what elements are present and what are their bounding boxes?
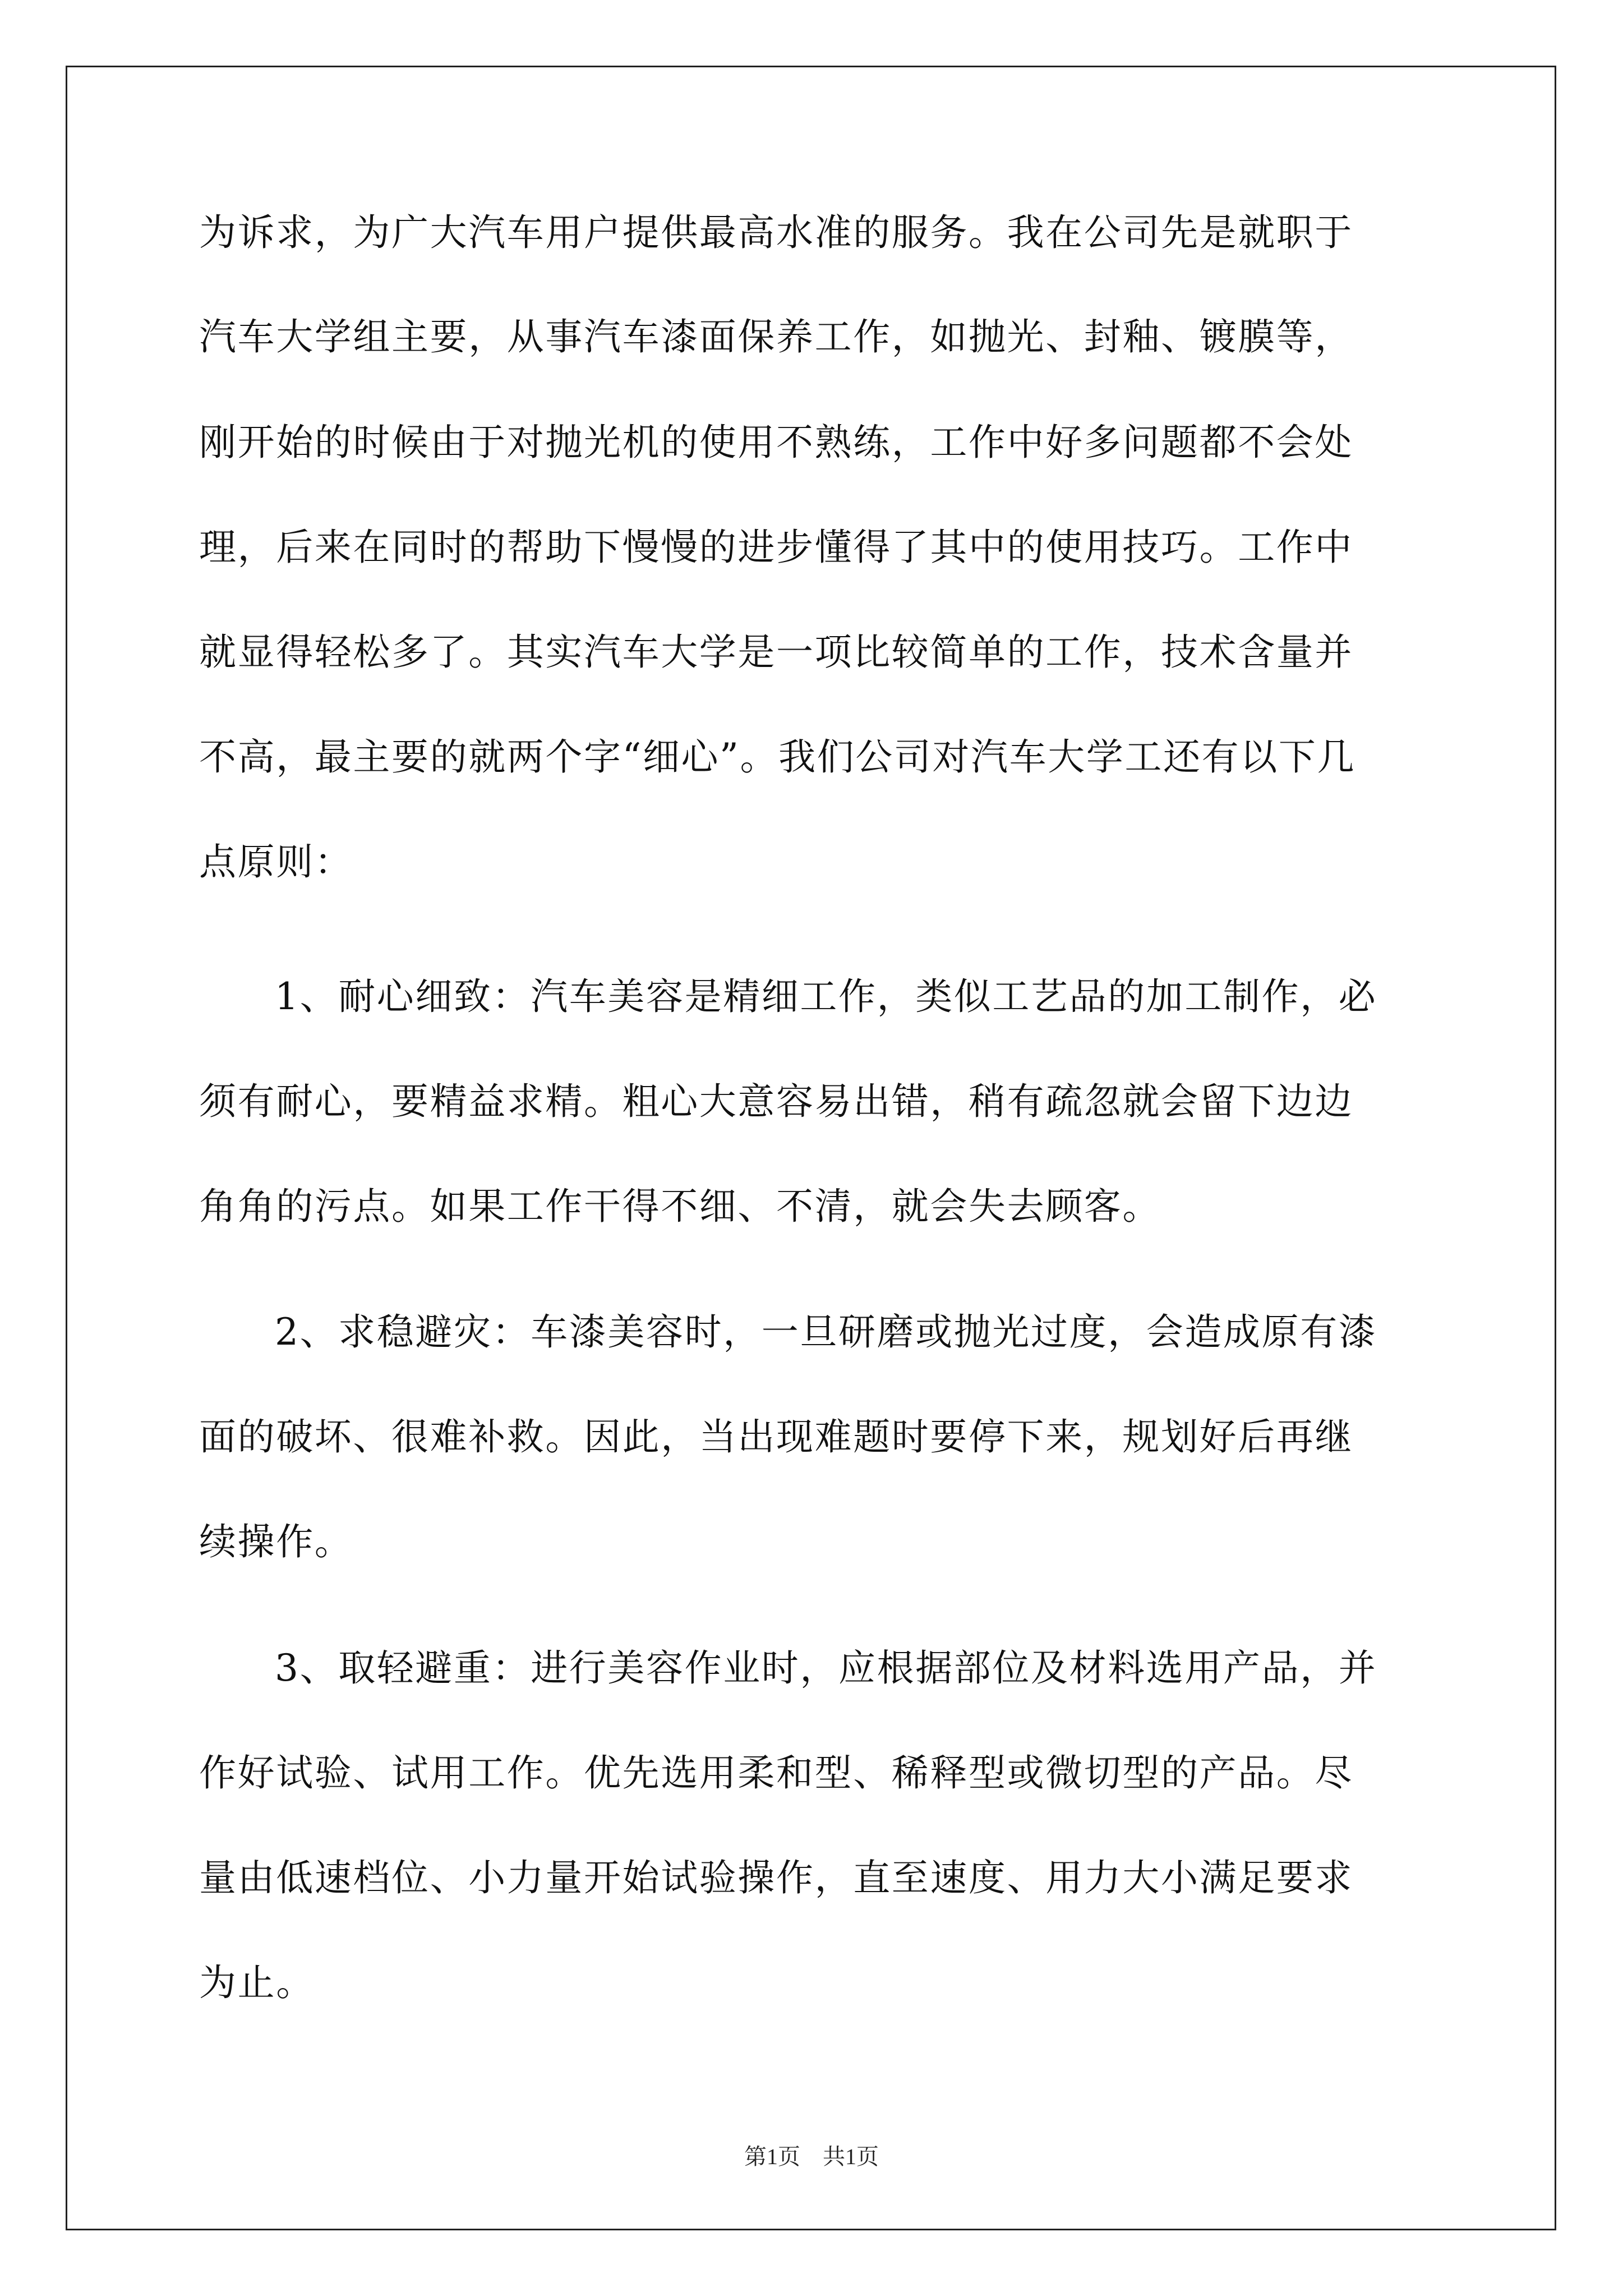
paragraph-line: 刚开始的时候由于对抛光机的使用不熟练，工作中好多问题都不会处 [199,421,1353,464]
page-border [66,66,1556,2230]
page-number-footer: 第1页 共1页 [744,2144,879,2169]
paragraph-line: 就显得轻松多了。其实汽车大学是一项比较简单的工作，技术含量并 [199,631,1353,674]
paragraph-line: 为止。 [199,1961,315,2004]
list-item-line: 1、耐心细致：汽车美容是精细工作，类似工艺品的加工制作，必 [275,975,1377,1018]
paragraph-line: 须有耐心，要精益求精。粗心大意容易出错，稍有疏忽就会留下边边 [199,1080,1353,1123]
list-item-line: 2、求稳避灾：车漆美容时，一旦研磨或抛光过度，会造成原有漆 [275,1310,1377,1354]
paragraph-line: 量由低速档位、小力量开始试验操作，直至速度、用力大小满足要求 [199,1856,1353,1899]
list-item-line: 3、取轻避重：进行美容作业时，应根据部位及材料选用产品，并 [275,1646,1377,1690]
paragraph-line: 作好试验、试用工作。优先选用柔和型、稀释型或微切型的产品。尽 [199,1751,1353,1795]
paragraph-line: 续操作。 [199,1520,353,1563]
paragraph-line: 面的破坏、很难补救。因此，当出现难题时要停下来，规划好后再继 [199,1415,1353,1458]
paragraph-line: 汽车大学组主要，从事汽车漆面保养工作，如抛光、封釉、镀膜等， [199,315,1353,358]
paragraph-line: 为诉求，为广大汽车用户提供最高水准的服务。我在公司先是就职于 [199,211,1353,254]
paragraph-line: 理，后来在同时的帮助下慢慢的进步懂得了其中的使用技巧。工作中 [199,526,1353,569]
paragraph-line: 角角的污点。如果工作干得不细、不清，就会失去顾客。 [199,1185,1161,1228]
paragraph-line: 不高，最主要的就两个字“细心”。我们公司对汽车大学工还有以下几 [199,735,1356,779]
paragraph-line: 点原则： [199,840,353,884]
